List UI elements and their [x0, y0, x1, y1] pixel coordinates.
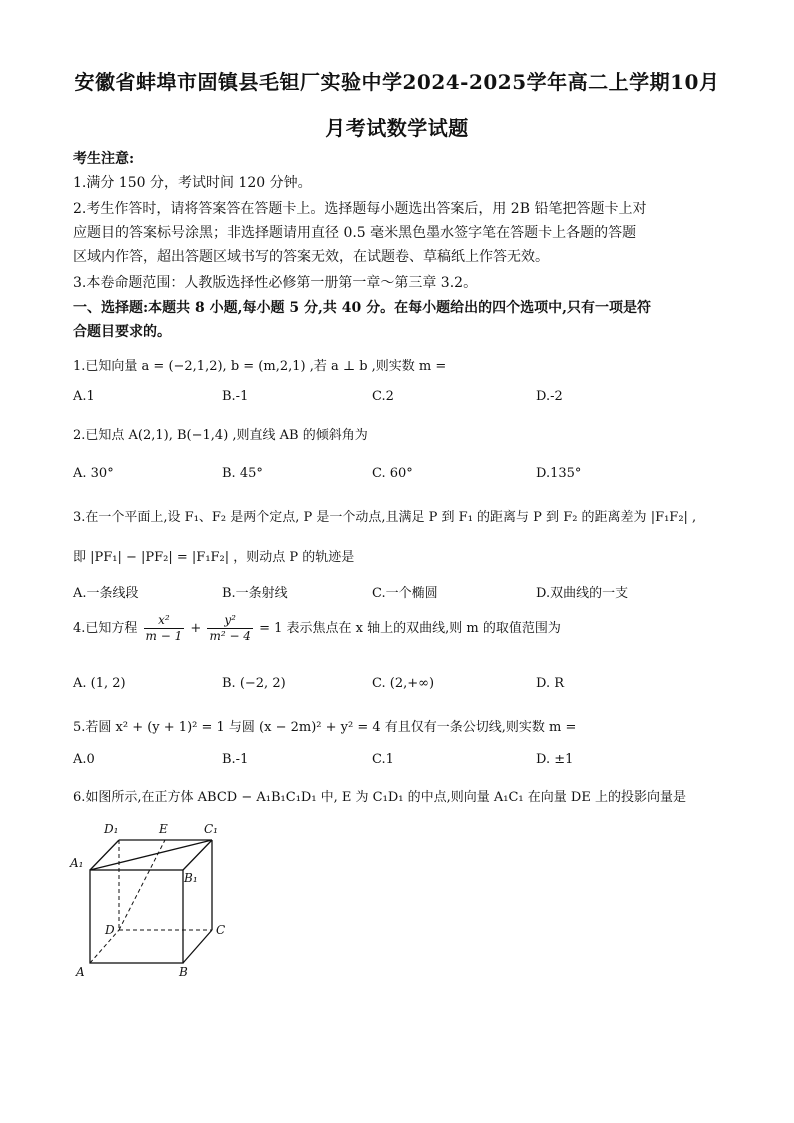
q1-option-a: A.1: [73, 389, 95, 404]
q3-option-b: B.一条射线: [222, 586, 288, 601]
label-c: C: [216, 923, 226, 937]
label-d1: D₁: [104, 822, 119, 836]
q4-option-b: B. (−2, 2): [222, 676, 286, 691]
q3-option-c: C.一个椭圆: [372, 586, 438, 601]
q4-frac2-denominator: m² − 4: [209, 629, 251, 643]
question-5-stem: 5.若圆 x² + (y + 1)² = 1 与圆 (x − 2m)² + y² = 4 有且仅有一条公切线,则实数 m =: [73, 720, 577, 735]
cube-figure: [62, 818, 242, 988]
label-e: E: [159, 822, 168, 836]
q4-plus: +: [190, 621, 202, 636]
question-2-stem: 2.已知点 A(2,1), B(−1,4) ,则直线 AB 的倾斜角为: [73, 428, 368, 443]
q4-frac2-numerator: y²: [207, 613, 253, 629]
q4-fraction-2: [207, 613, 253, 644]
section-heading-cont: 合题目要求的。: [73, 324, 171, 340]
q2-option-d: D.135°: [536, 466, 582, 481]
diagonal-a1-c1: [90, 840, 212, 870]
label-a1: A₁: [70, 856, 84, 870]
edge-b1-c1: [183, 840, 212, 870]
section-heading: 一、选择题:本题共 8 小题,每小题 5 分,共 40 分。在每小题给出的四个选项中,只有一项是符: [73, 300, 651, 316]
notice-line: 3.本卷命题范围：人教版选择性必修第一册第一章～第三章 3.2。: [73, 275, 478, 291]
q4-fraction-1: [144, 613, 185, 644]
q4-suffix: = 1 表示焦点在 x 轴上的双曲线,则 m 的取值范围为: [259, 621, 561, 636]
q4-option-d: D. R: [536, 676, 565, 691]
notice-heading: 考生注意:: [73, 151, 135, 167]
label-a: A: [76, 965, 85, 979]
q3-option-d: D.双曲线的一支: [536, 586, 629, 601]
q4-option-c: C. (2,+∞): [372, 676, 435, 691]
question-6-stem: 6.如图所示,在正方体 ABCD − A₁B₁C₁D₁ 中, E 为 C₁D₁ 的中点,则向量 A₁C₁ 在向量 DE 上的投影向量是: [73, 790, 686, 805]
q4-frac1-numerator: x²: [144, 613, 185, 629]
q4-prefix: 4.已知方程: [73, 621, 138, 636]
question-1-stem: 1.已知向量 a = (−2,1,2), b = (m,2,1) ,若 a ⊥ b ,则实数 m =: [73, 359, 447, 374]
q4-option-a: A. (1, 2): [73, 676, 126, 691]
label-b1: B₁: [184, 871, 198, 885]
q1-option-c: C.2: [372, 389, 394, 404]
q2-option-c: C. 60°: [372, 466, 413, 481]
notice-line: 区域内作答，超出答题区域书写的答案无效，在试题卷、草稿纸上作答无效。: [73, 249, 549, 265]
label-c1: C₁: [204, 822, 218, 836]
q5-option-b: B.-1: [222, 752, 249, 767]
q4-frac1-denominator: m − 1: [145, 629, 183, 643]
notice-line: 应题目的答案标号涂黑；非选择题请用直径 0.5 毫米黑色墨水签字笔在答题卡上各题的答题: [73, 225, 637, 241]
q2-option-b: B. 45°: [222, 466, 263, 481]
label-d: D: [105, 923, 115, 937]
exam-title-line1: 安徽省蚌埠市固镇县毛钽厂实验中学2024-2025学年高二上学期10月: [74, 70, 720, 94]
question-3-stem: 3.在一个平面上,设 F₁、F₂ 是两个定点, P 是一个动点,且满足 P 到 F₁ 的距离与 P 到 F₂ 的距离差为 |F₁F₂| ,: [73, 510, 697, 525]
question-4-stem: [73, 613, 561, 644]
q1-option-d: D.-2: [536, 389, 563, 404]
edge-a1-d1: [90, 840, 119, 870]
q5-option-c: C.1: [372, 752, 394, 767]
q1-option-b: B.-1: [222, 389, 249, 404]
question-3-stem-cont: 即 |PF₁| − |PF₂| = |F₁F₂| ，则动点 P 的轨迹是: [73, 550, 355, 565]
q3-option-a: A.一条线段: [73, 586, 139, 601]
q5-option-d: D. ±1: [536, 752, 574, 767]
q2-option-a: A. 30°: [73, 466, 114, 481]
hidden-segment-d-e: [119, 840, 165, 930]
q5-option-a: A.0: [73, 752, 95, 767]
label-b: B: [179, 965, 188, 979]
front-face: [90, 870, 183, 963]
exam-title-line2: 月考试数学试题: [325, 116, 469, 140]
notice-line: 1.满分 150 分，考试时间 120 分钟。: [73, 175, 312, 191]
notice-line: 2.考生作答时，请将答案答在答题卡上。选择题每小题选出答案后，用 2B 铅笔把答题卡上对: [73, 201, 647, 217]
edge-c-b: [183, 930, 212, 963]
